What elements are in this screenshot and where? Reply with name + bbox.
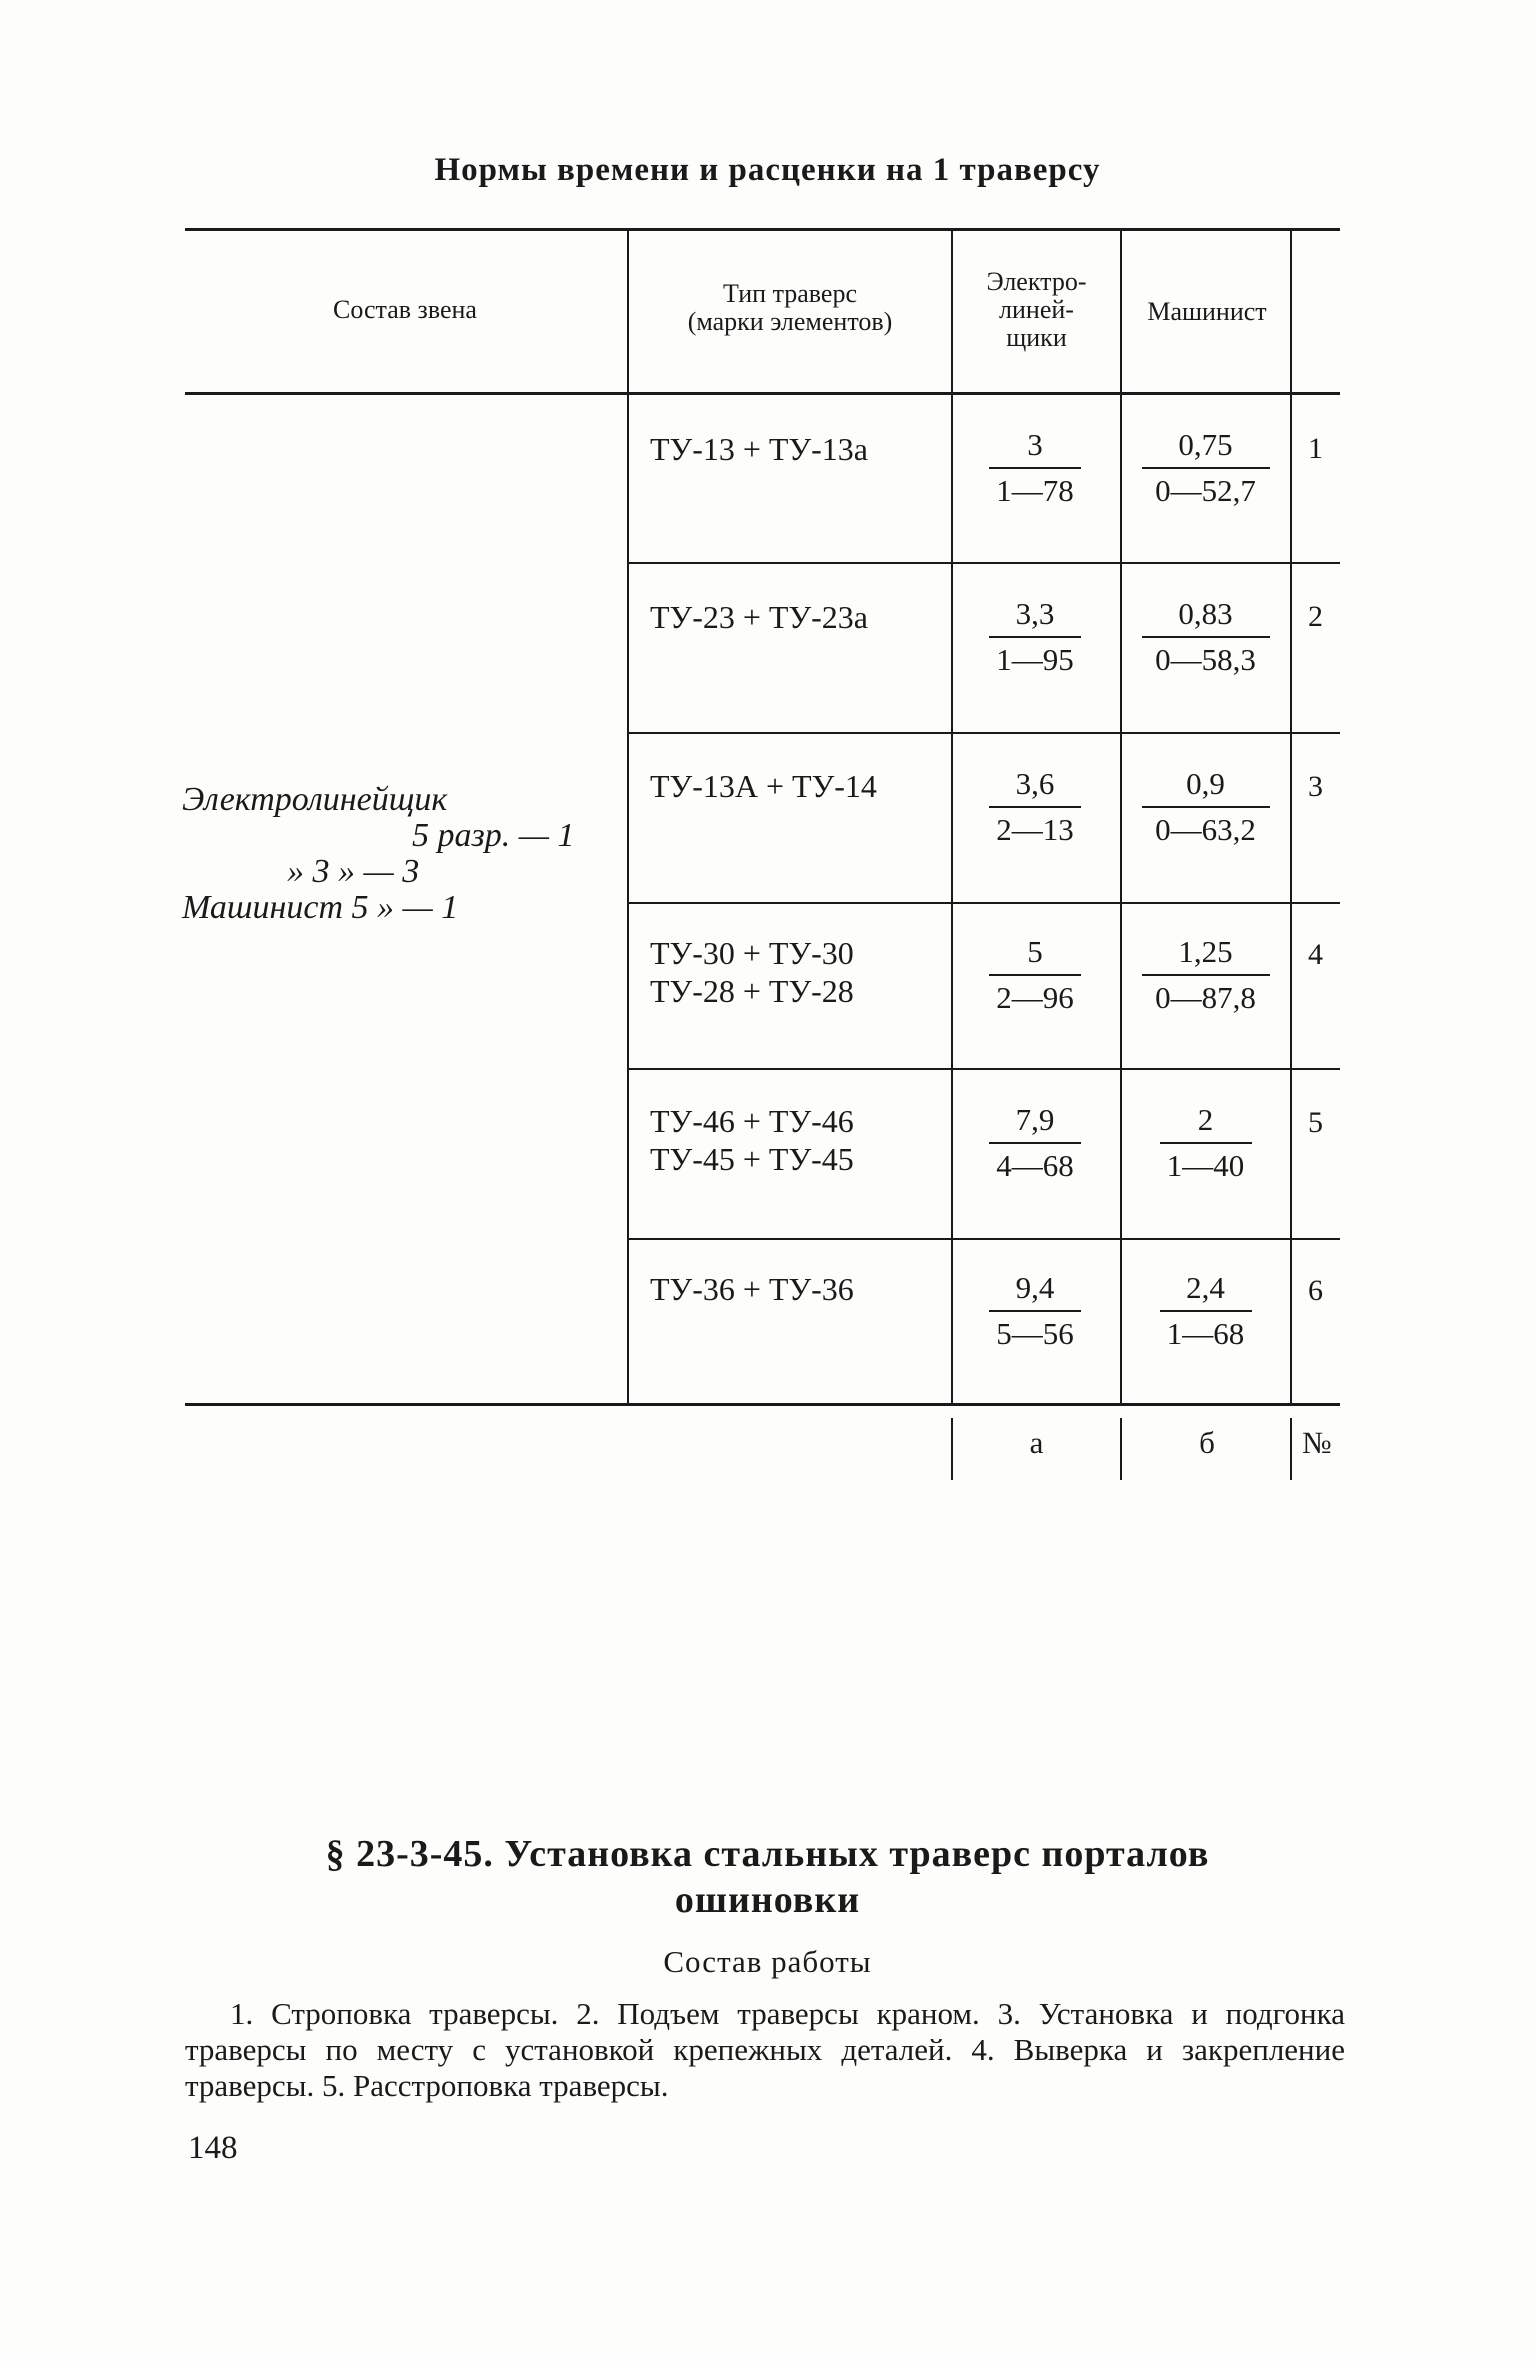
type-line: ТУ-13А + ТУ-14 [650, 768, 877, 804]
machinist-value [1128, 1266, 1283, 1356]
row-number: 2 [1308, 600, 1323, 633]
crew-line-machinist: Машинист 5 » — 1 [182, 889, 459, 926]
a-time: 3 [1027, 427, 1043, 462]
header-electricians-line: щики [1006, 323, 1067, 352]
row-number: 1 [1308, 432, 1323, 465]
col-divider-type [951, 228, 953, 1403]
a-rate: 5—56 [996, 1316, 1074, 1351]
a-rate: 2—96 [996, 980, 1074, 1015]
crew-composition [182, 782, 602, 926]
footer-label-a: а [1029, 1425, 1044, 1460]
type-cell [650, 767, 877, 805]
table-title: Нормы времени и расценки на 1 траверсу [434, 152, 1101, 188]
a-time: 3,6 [1015, 766, 1055, 801]
section-title-line2: ошиновки [674, 1879, 861, 1921]
a-rate: 4—68 [996, 1148, 1074, 1183]
row-rule [628, 732, 1340, 734]
electricians-value [960, 1266, 1110, 1356]
a-rate: 1—95 [996, 642, 1074, 677]
crew-line-grade5: 5 разр. — 1 [412, 817, 575, 854]
type-line: ТУ-46 + ТУ-46 [650, 1103, 854, 1139]
electricians-value [960, 930, 1110, 1020]
electricians-value [960, 1098, 1110, 1188]
b-rate: 1—68 [1166, 1316, 1245, 1351]
section-title-line1: § 23-3-45. Установка стальных траверс порталов [325, 1833, 1210, 1875]
a-time: 9,4 [1015, 1270, 1055, 1305]
type-cell [650, 430, 868, 468]
row-number: 4 [1308, 938, 1323, 971]
electricians-value [960, 592, 1110, 682]
electricians-value [960, 762, 1110, 852]
type-cell [650, 1102, 854, 1178]
row-number: 5 [1308, 1106, 1323, 1139]
header-type-line: (марки элементов) [687, 307, 893, 336]
col-divider-a [1120, 228, 1122, 1403]
row-rule [628, 1068, 1340, 1070]
row-rule [628, 902, 1340, 904]
b-rate: 0—87,8 [1155, 980, 1256, 1015]
type-line: ТУ-23 + ТУ-23а [650, 599, 868, 635]
b-time: 0,83 [1178, 596, 1233, 631]
b-time: 1,25 [1178, 934, 1233, 969]
footer-divider [951, 1418, 953, 1480]
work-composition-text: 1. Строповка траверсы. 2. Подъем траверсы краном. 3. Установка и подгонка траверсы по месту с установкой крепежных деталей. 4. Выверка и закрепление траверсы. 5. Расстроповка траверсы. [185, 1996, 1345, 2103]
footer-label-b: б [1199, 1425, 1215, 1460]
type-cell [650, 1270, 854, 1308]
b-rate: 0—52,7 [1155, 473, 1256, 508]
a-rate: 2—13 [996, 812, 1074, 847]
table-bottom-rule [185, 1403, 1340, 1406]
b-time: 2 [1197, 1102, 1214, 1137]
a-rate: 1—78 [996, 473, 1074, 508]
type-line: ТУ-28 + ТУ-28 [650, 973, 854, 1009]
b-time: 0,9 [1186, 766, 1225, 801]
machinist-value [1128, 930, 1283, 1020]
header-machinist: Машинист [1147, 297, 1267, 326]
row-rule [628, 1238, 1340, 1240]
page-number: 148 [188, 2130, 238, 2166]
header-type [630, 280, 950, 336]
electricians-value [960, 423, 1110, 513]
row-number: 6 [1308, 1274, 1323, 1307]
header-crew: Состав звена [333, 295, 477, 324]
type-line: ТУ-30 + ТУ-30 [650, 935, 854, 971]
header-bottom-rule [185, 392, 1340, 395]
col-divider-crew [627, 228, 629, 1403]
a-time: 5 [1027, 934, 1043, 969]
b-time: 2,4 [1186, 1270, 1225, 1305]
a-time: 3,3 [1015, 596, 1055, 631]
b-rate: 0—58,3 [1155, 642, 1256, 677]
type-cell [650, 934, 854, 1010]
b-time: 0,75 [1178, 427, 1233, 462]
table-top-rule [185, 228, 1340, 231]
header-electricians-line: Электро- [986, 267, 1087, 296]
b-rate: 0—63,2 [1155, 812, 1256, 847]
crew-line-electrician: Электролинейщик [182, 781, 448, 818]
col-divider-b [1290, 228, 1292, 1403]
row-number: 3 [1308, 770, 1323, 803]
header-electricians-line: линей- [999, 295, 1074, 324]
footer-divider [1120, 1418, 1122, 1480]
type-cell [650, 598, 868, 636]
footer-label-number: № [1302, 1425, 1332, 1460]
crew-line-grade3: » 3 » — 3 [287, 853, 420, 890]
header-electricians [954, 268, 1119, 352]
row-rule [628, 562, 1340, 564]
a-time: 7,9 [1015, 1102, 1055, 1137]
type-line: ТУ-36 + ТУ-36 [650, 1271, 854, 1307]
b-rate: 1—40 [1166, 1148, 1245, 1183]
type-line: ТУ-13 + ТУ-13а [650, 431, 868, 467]
machinist-value [1128, 762, 1283, 852]
machinist-value [1128, 592, 1283, 682]
machinist-value [1128, 1098, 1283, 1188]
header-type-line: Тип траверс [723, 279, 857, 308]
machinist-value [1128, 423, 1283, 513]
type-line: ТУ-45 + ТУ-45 [650, 1141, 854, 1177]
work-composition-heading: Состав работы [663, 1944, 872, 1979]
